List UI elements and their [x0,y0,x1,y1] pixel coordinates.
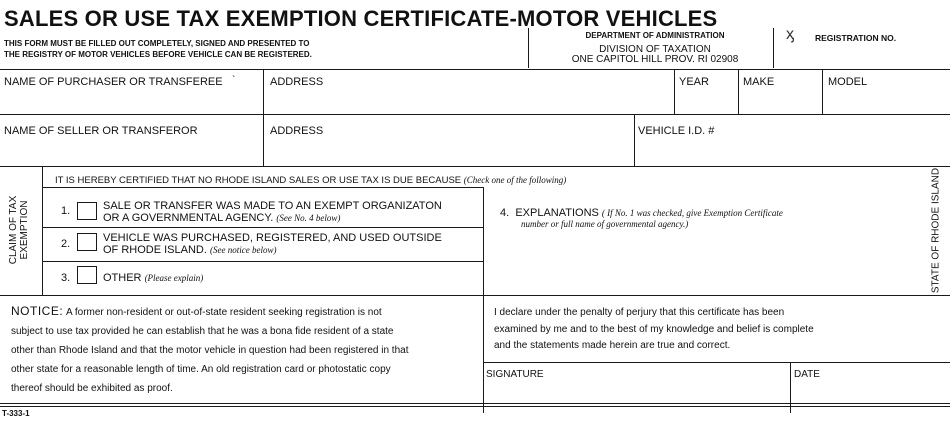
option-2-number: 2. [61,238,71,250]
claim-section-top-border [0,166,950,167]
pen-mark-icon: ᶍ [786,26,794,43]
declaration-line-3: and the statements made herein are true and correct. [494,340,731,351]
explanations-note-line-2: number or full name of governmental agency.) [521,219,689,229]
seller-address-label: ADDRESS [270,125,324,137]
footer-rule-2 [0,406,950,407]
option-3-label [103,272,203,284]
notice-line-5: thereof should be exhibited as proof. [11,383,173,394]
year-label: YEAR [679,76,709,88]
header-divider-2 [773,28,774,68]
header-divider-1 [528,28,529,68]
registration-no-label: REGISTRATION NO. [815,33,897,43]
signature-label: SIGNATURE [486,369,544,380]
notice-line-4: other state for a reasonable length of time. An old registration card or photostatic copy [11,364,391,375]
option-3-note: (Please explain) [144,273,204,283]
explanations-field[interactable] [484,230,929,294]
explanations-number: 4. [500,207,510,219]
option-1-checkbox[interactable] [77,202,97,220]
option-divider-1 [42,227,483,228]
state-side-label: STATE OF RHODE ISLAND [930,167,942,294]
option-1-line-1: SALE OR TRANSFER WAS MADE TO AN EXEMPT ORGANIZATON [103,200,442,212]
declaration-line-2: examined by me and to the best of my knowledge and belief is complete [494,323,814,335]
option-1-note: (See No. 4 below) [276,213,341,223]
claim-side-label-line-2: EXEMPTION [19,200,30,260]
option-2-line-2: OF RHODE ISLAND. [103,244,207,256]
notice-line-1: A former non-resident or out-of-state resident seeking registration is not [65,307,382,318]
purchaser-address-label: ADDRESS [270,76,324,88]
form-instructions-line-2: THE REGISTRY OF MOTOR VEHICLES BEFORE VEHICLE CAN BE REGISTERED. [4,50,312,59]
division-name: DIVISION OF TAXATION [599,44,711,55]
option-3-line-1: OTHER [103,272,142,284]
certify-note: (Check one of the following) [463,175,567,185]
purchaser-col-divider-4 [822,69,823,114]
vehicle-id-label: VEHICLE I.D. # [638,125,715,137]
signature-field[interactable] [486,380,788,412]
division-address: ONE CAPITOL HILL PROV. RI 02908 [571,54,739,65]
option-2-note: (See notice below) [209,245,277,255]
option-2-line-1: VEHICLE WAS PURCHASED, REGISTERED, AND USED OUTSIDE [103,232,442,244]
claim-side-divider [42,166,43,295]
state-side-label-wrap [866,167,950,294]
certify-statement [55,175,566,186]
date-label: DATE [794,369,820,380]
seller-col-divider-1 [263,114,264,166]
notice-line-3: other than Rhode Island and that the motor vehicle in question had been registered in that [11,345,409,356]
option-1-number: 1. [61,205,71,217]
declaration-block [494,305,814,355]
notice-heading: NOTICE: [11,304,64,318]
option-2-checkbox[interactable] [77,233,97,251]
model-label: MODEL [828,76,868,88]
make-label: MAKE [743,76,775,88]
option-2-label [103,232,442,256]
explanations-note-line-1: ( If No. 1 was checked, give Exemption Certificate [601,208,783,218]
notice-line-2: subject to use tax provided he can establish that he was a bona fide resident of a state [11,326,394,337]
notice-section-top-border [0,295,950,296]
form-instructions-line-1: THIS FORM MUST BE FILLED OUT COMPLETELY, SIGNED AND PRESENTED TO [4,39,310,48]
form-number: T-333-1 [2,409,30,418]
options-top-border [42,187,483,188]
purchaser-col-divider-1 [263,69,264,114]
option-3-checkbox[interactable] [77,266,97,284]
notice-block [11,302,479,398]
option-1-label [103,200,442,224]
explanations-heading [500,207,783,219]
seller-col-divider-2 [634,114,635,166]
signature-row-top-border [483,362,950,363]
purchaser-col-divider-3 [738,69,739,114]
date-field[interactable] [794,380,944,412]
department-name: DEPARTMENT OF ADMINISTRATION [585,31,725,40]
purchaser-col-divider-2 [674,69,675,114]
footer-rule-1 [0,403,950,404]
declaration-line-1: I declare under the penalty of perjury that this certificate has been [494,307,785,318]
claim-center-divider [483,187,484,413]
purchaser-row-top-border [0,69,950,70]
explanations-label: EXPLANATIONS [515,207,599,219]
stray-mark: ` [232,75,236,86]
claim-side-label-line-1: CLAIM OF TAX [8,195,19,265]
option-1-line-2: OR A GOVERNMENTAL AGENCY. [103,212,274,224]
option-divider-2 [42,261,483,262]
option-3-number: 3. [61,272,71,284]
certify-text: IT IS HEREBY CERTIFIED THAT NO RHODE ISLAND SALES OR USE TAX IS DUE BECAUSE [55,175,462,186]
seller-row-top-border [0,114,950,115]
seller-name-label: NAME OF SELLER OR TRANSFEROR [4,125,198,137]
purchaser-name-label: NAME OF PURCHASER OR TRANSFEREE [4,76,223,88]
form-title: SALES OR USE TAX EXEMPTION CERTIFICATE-MOTOR VEHICLES [4,6,718,31]
